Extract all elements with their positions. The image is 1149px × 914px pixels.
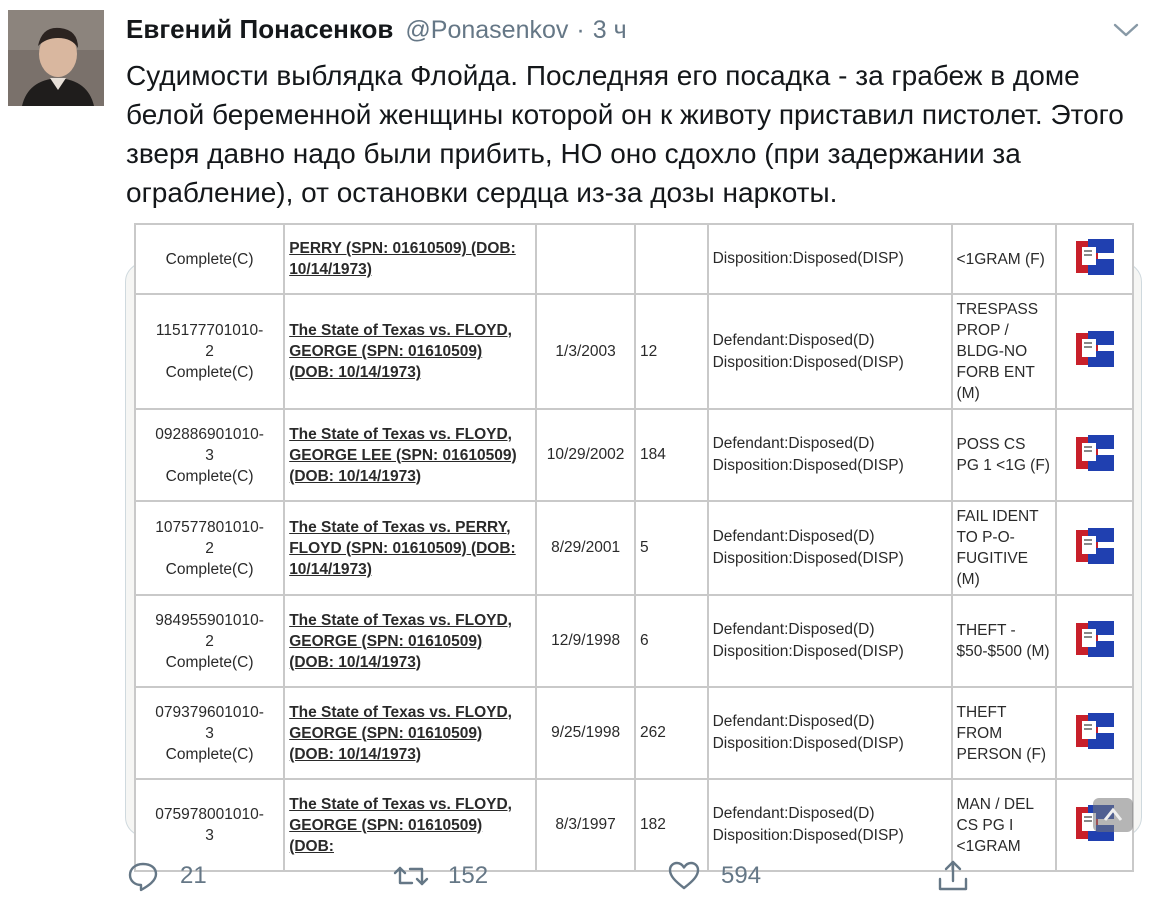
court-number: 182 xyxy=(635,779,708,871)
case-status: Complete(C) xyxy=(165,250,254,268)
case-number-suffix: 3 xyxy=(205,724,214,742)
filing-date xyxy=(536,224,635,294)
retweet-count: 152 xyxy=(448,862,489,889)
case-status: Complete(C) xyxy=(165,745,254,763)
filing-date: 9/25/1998 xyxy=(536,687,635,779)
document-icon[interactable] xyxy=(1056,294,1133,409)
disposition-status: Disposition:Disposed(DISP) xyxy=(712,457,904,474)
disposition-cell xyxy=(708,294,952,409)
filing-date: 8/29/2001 xyxy=(536,501,635,595)
expand-icon[interactable] xyxy=(1093,798,1133,832)
offense: <1GRAM (F) xyxy=(952,224,1057,294)
document-icon[interactable] xyxy=(1056,224,1133,294)
avatar[interactable] xyxy=(8,10,104,106)
share-button[interactable] xyxy=(936,856,990,896)
document-icon[interactable] xyxy=(1056,687,1133,779)
document-icon[interactable] xyxy=(1056,501,1133,595)
offense: POSS CS PG 1 <1G (F) xyxy=(952,409,1057,501)
disposition-status: Disposition:Disposed(DISP) xyxy=(712,643,904,660)
tweet-header xyxy=(126,14,627,48)
disposition-status: Disposition:Disposed(DISP) xyxy=(712,550,904,567)
case-number: 115177701010- xyxy=(155,322,264,339)
author-name[interactable]: Евгений Понасенков xyxy=(126,14,394,44)
case-number-cell xyxy=(135,409,284,501)
offense: THEFT FROM PERSON (F) xyxy=(952,687,1057,779)
offense: TRESPASS PROP / BLDG-NO FORB ENT (M) xyxy=(952,294,1057,409)
court-number: 184 xyxy=(635,409,708,501)
tweet-media[interactable] xyxy=(125,240,1142,855)
defendant-status: Defendant:Disposed(D) xyxy=(712,713,875,730)
defendant-status: Defendant:Disposed(D) xyxy=(712,435,875,452)
disposition-cell xyxy=(708,409,952,501)
document-icon[interactable] xyxy=(1056,409,1133,501)
disposition-cell xyxy=(708,224,952,294)
court-number xyxy=(635,224,708,294)
defendant-status: Defendant:Disposed(D) xyxy=(712,528,875,545)
table-row xyxy=(135,501,1133,595)
case-link[interactable]: PERRY (SPN: 01610509) (DOB: 10/14/1973) xyxy=(284,224,536,294)
case-number-suffix: 3 xyxy=(205,827,214,844)
case-link[interactable]: The State of Texas vs. FLOYD, GEORGE (SPN: 01610509) (DOB: xyxy=(284,779,536,871)
disposition-cell xyxy=(708,595,952,687)
case-link[interactable]: The State of Texas vs. FLOYD, GEORGE LEE (SPN: 01610509) (DOB: 10/14/1973) xyxy=(284,409,536,501)
heart-icon xyxy=(667,859,701,893)
like-button[interactable] xyxy=(667,856,761,896)
disposition-status: Disposition:Disposed(DISP) xyxy=(712,353,904,371)
share-icon xyxy=(936,859,970,893)
disposition-status: Disposition:Disposed(DISP) xyxy=(712,735,904,752)
case-link[interactable]: The State of Texas vs. FLOYD, GEORGE (SPN: 01610509) (DOB: 10/14/1973) xyxy=(284,687,536,779)
court-number: 262 xyxy=(635,687,708,779)
filing-date: 1/3/2003 xyxy=(536,294,635,409)
defendant-status: Defendant:Disposed(D) xyxy=(712,805,875,822)
case-status: Complete(C) xyxy=(165,364,254,381)
case-number-suffix: 3 xyxy=(205,446,214,464)
case-number: 984955901010- xyxy=(155,611,264,629)
case-number: 079379601010- xyxy=(155,703,264,721)
table-row xyxy=(135,224,1133,294)
case-number-suffix: 2 xyxy=(205,343,214,360)
case-number-cell xyxy=(135,294,284,409)
case-number: 092886901010- xyxy=(155,425,264,443)
case-link[interactable]: The State of Texas vs. FLOYD, GEORGE (SPN: 01610509) (DOB: 10/14/1973) xyxy=(284,294,536,409)
case-number-cell xyxy=(135,687,284,779)
author-handle[interactable]: @Ponasenkov xyxy=(405,16,569,44)
case-number: 107577801010- xyxy=(155,518,264,536)
case-number-suffix: 2 xyxy=(205,539,214,557)
table-row xyxy=(135,687,1133,779)
retweet-button[interactable] xyxy=(394,856,488,896)
case-number-cell xyxy=(135,595,284,687)
reply-count: 21 xyxy=(180,862,207,889)
tweet-actions xyxy=(126,856,1126,896)
tweet-text: Судимости выблядка Флойда. Последняя его посадка - за грабеж в доме белой беременной женщины которой он к животу приставил пистолет. Этого зверя давно надо были прибить, НО оно сдохло (при задержании за ограбление), от остановки сердца из-за дозы наркоты. xyxy=(126,60,1124,208)
case-status: Complete(C) xyxy=(165,560,254,578)
case-link[interactable]: The State of Texas vs. PERRY, FLOYD (SPN: 01610509) (DOB: 10/14/1973) xyxy=(284,501,536,595)
case-status: Complete(C) xyxy=(165,467,254,485)
reply-icon xyxy=(126,859,160,893)
table-row xyxy=(135,595,1133,687)
court-records-table xyxy=(134,223,1134,872)
table-row xyxy=(135,294,1133,409)
disposition-status: Disposition:Disposed(DISP) xyxy=(712,827,904,844)
reply-button[interactable] xyxy=(126,856,207,896)
defendant-status: Defendant:Disposed(D) xyxy=(712,331,875,349)
timestamp[interactable]: 3 ч xyxy=(592,16,627,44)
case-number: 075978001010- xyxy=(155,806,264,823)
like-count: 594 xyxy=(721,862,762,889)
case-number-cell xyxy=(135,224,284,294)
disposition-cell xyxy=(708,501,952,595)
offense: FAIL IDENT TO P-O-FUGITIVE (M) xyxy=(952,501,1057,595)
filing-date: 8/3/1997 xyxy=(536,779,635,871)
document-icon[interactable] xyxy=(1056,595,1133,687)
filing-date: 12/9/1998 xyxy=(536,595,635,687)
case-number-cell xyxy=(135,501,284,595)
retweet-icon xyxy=(394,859,428,893)
court-number: 5 xyxy=(635,501,708,595)
case-link[interactable]: The State of Texas vs. FLOYD, GEORGE (SPN: 01610509) (DOB: 10/14/1973) xyxy=(284,595,536,687)
court-number: 12 xyxy=(635,294,708,409)
disposition-status: Disposition:Disposed(DISP) xyxy=(712,250,904,267)
court-number: 6 xyxy=(635,595,708,687)
chevron-down-icon[interactable] xyxy=(1112,20,1140,40)
case-status: Complete(C) xyxy=(165,653,254,671)
filing-date: 10/29/2002 xyxy=(536,409,635,501)
case-number-suffix: 2 xyxy=(205,632,214,650)
offense: THEFT - $50-$500 (M) xyxy=(952,595,1057,687)
disposition-cell xyxy=(708,687,952,779)
defendant-status: Defendant:Disposed(D) xyxy=(712,621,875,638)
separator: · xyxy=(576,16,585,44)
offense: MAN / DEL CS PG I <1GRAM xyxy=(952,779,1057,871)
table-row xyxy=(135,409,1133,501)
